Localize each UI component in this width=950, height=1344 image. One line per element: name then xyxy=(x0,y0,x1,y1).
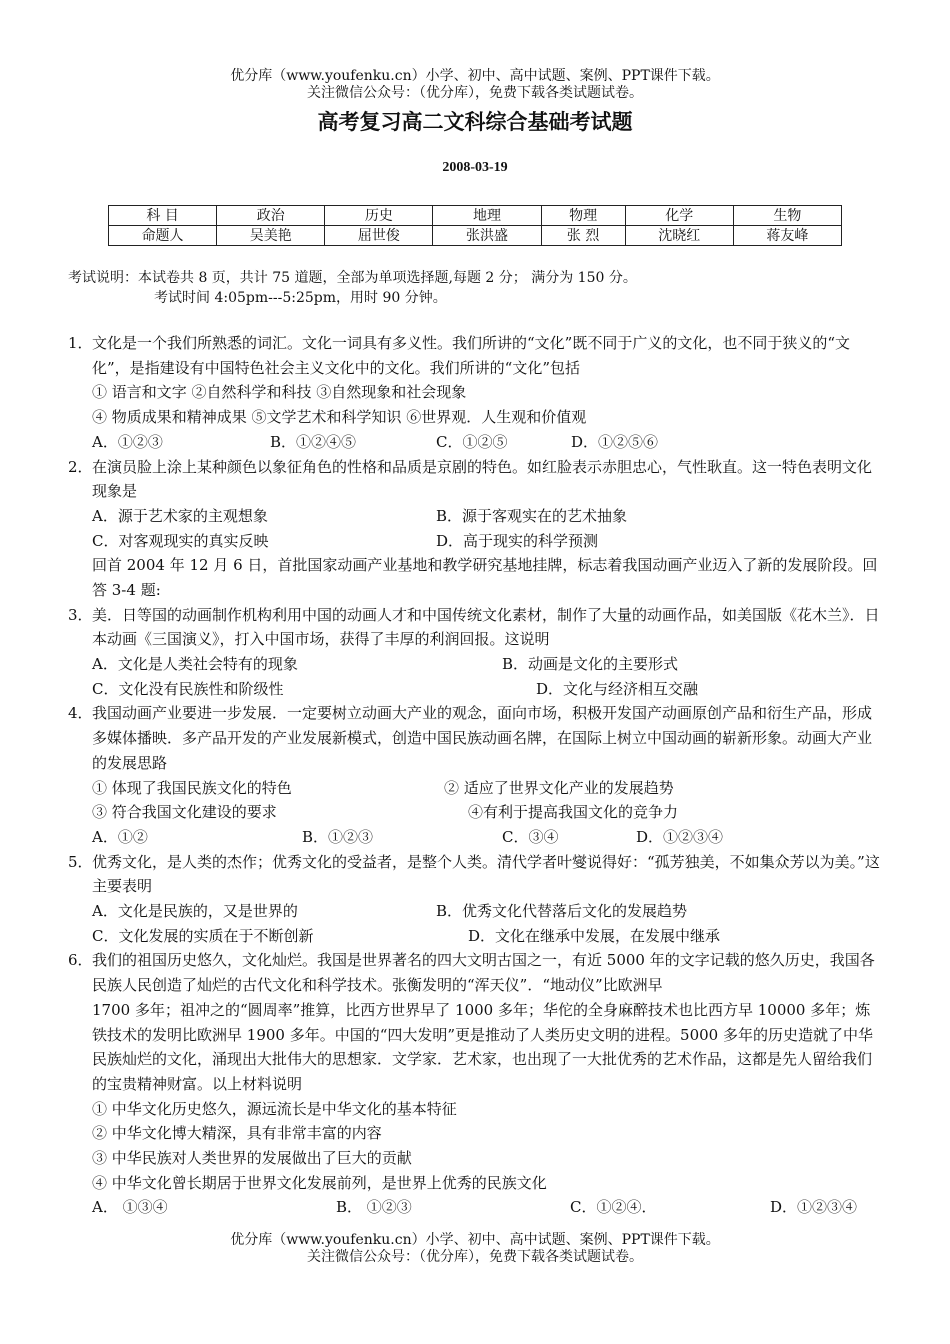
table-cell: 化学 xyxy=(625,206,733,226)
option-b: B．①②③ xyxy=(302,827,374,846)
option-a: A．①②③ xyxy=(92,432,163,451)
option-b: B． ①②③ xyxy=(336,1198,412,1217)
statement-item: ④ 物质成果和精神成果 ⑤文学艺术和科学知识 ⑥世界观．人生观和价值观 xyxy=(92,408,587,427)
statement-row xyxy=(68,776,880,801)
header-line-2: 关注微信公众号：（优分库），免费下载各类试题试卷。 xyxy=(307,85,643,101)
statement-item: ① 语言和文字 ②自然科学和科技 ③自然现象和社会现象 xyxy=(92,383,467,402)
table-cell: 科 目 xyxy=(109,206,217,226)
table-cell: 物理 xyxy=(541,206,625,226)
header-watermark xyxy=(0,68,950,102)
question-stem: 在演员脸上涂上某种颜色以象征角色的性格和品质是京剧的特色。如红脸表示赤胆忠心，气性耿直。这一特色表明文化现象是 xyxy=(92,457,873,501)
question-stem: 我国动画产业要进一步发展．一定要树立动画大产业的观念，面向市场，积极开发国产动画原创产品和衍生产品，形成多媒体播映．多产品开发的产业发展新模式，创造中国民族动画名牌，在国际上树立中国动画的崭新形象。动画大产业的发展思路 xyxy=(92,704,873,772)
option-a: A．源于艺术家的主观想象 xyxy=(92,506,268,525)
table-cell: 张洪盛 xyxy=(433,226,541,246)
option-row xyxy=(68,529,880,554)
option-row xyxy=(68,825,880,850)
staff-table xyxy=(108,205,842,246)
option-row xyxy=(68,652,880,677)
question-number: 1． xyxy=(68,334,93,352)
footer-line-2: 关注微信公众号：（优分库），免费下载各类试题试卷。 xyxy=(307,1249,643,1265)
question-1 xyxy=(68,331,880,455)
question-number: 6． xyxy=(68,951,93,970)
option-a: A．文化是人类社会特有的现象 xyxy=(92,655,298,674)
option-d: D．文化在继承中发展，在发展中继承 xyxy=(468,926,721,945)
staff-table-row-subjects xyxy=(109,206,842,226)
option-c: C．文化发展的实质在于不断创新 xyxy=(92,926,314,945)
question-3 xyxy=(68,603,880,702)
question-stem: 美．日等国的动画制作机构利用中国的动画人才和中国传统文化素材，制作了大量的动画作品，如美国版《花木兰》．日本动画《三国演义》，打入中国市场，获得了丰厚的利润回报。这说明 xyxy=(92,605,880,649)
staff-table-row-authors xyxy=(109,226,842,246)
table-cell: 地理 xyxy=(433,206,541,226)
statement-item: ④有利于提高我国文化的竞争力 xyxy=(468,803,679,822)
footer-line-1: 优分库（www.youfenku.cn）小学、初中、高中试题、案例、PPT课件下载。 xyxy=(230,1232,720,1248)
question-5 xyxy=(68,850,880,949)
footer-watermark xyxy=(0,1232,950,1266)
option-a: A．①② xyxy=(92,827,148,846)
table-cell: 蒋友峰 xyxy=(733,226,841,246)
exam-instructions xyxy=(68,268,637,308)
question-stem-continued: 1700 多年；祖冲之的“圆周率”推算，比西方世界早了 1000 多年；华佗的全身麻醉技术也比西方早 10000 多年；炼铁技术的发明比欧洲早 1900 多年。中国的“四大发明”更是推动了人类历史文明的进程。5000 多年的历史造就了中华民族灿烂的文化，涌现出大批伟大的思想家．文学家．艺术家，也出现了一大批优秀的艺术作品，这都是先人留给我们的宝贵精神财富。以上材料说明 xyxy=(92,1000,873,1093)
statement-row xyxy=(68,800,880,825)
page-title: 高考复习高二文科综合基础考试题 xyxy=(317,109,633,134)
statement-item: ① 体现了我国民族文化的特色 xyxy=(92,778,292,797)
option-b: B．源于客观实在的艺术抽象 xyxy=(436,506,628,525)
question-list xyxy=(68,331,880,1220)
table-cell: 张 烈 xyxy=(541,226,625,246)
option-row xyxy=(68,899,880,924)
statement-item: ③ 中华民族对人类世界的发展做出了巨大的贡献 xyxy=(92,1149,412,1168)
option-d: D．高于现实的科学预测 xyxy=(436,531,599,550)
option-c: C．对客观现实的真实反映 xyxy=(92,531,269,550)
question-2 xyxy=(68,455,880,554)
table-cell: 屈世俊 xyxy=(325,226,433,246)
question-number: 5． xyxy=(68,852,93,871)
table-cell: 吴美艳 xyxy=(217,226,325,246)
option-row xyxy=(68,924,880,949)
option-b: B．优秀文化代替落后文化的发展趋势 xyxy=(436,902,688,921)
option-c: C．③④ xyxy=(502,827,559,846)
question-number: 2． xyxy=(68,457,93,476)
statement-item: ④ 中华文化曾长期居于世界文化发展前列，是世界上优秀的民族文化 xyxy=(92,1173,547,1192)
exam-instructions-line-1: 考试说明：本试卷共 8 页，共计 75 道题，全部为单项选择题,每题 2 分； 满分为 150 分。 xyxy=(68,270,637,286)
question-stem: 优秀文化，是人类的杰作；优秀文化的受益者，是整个人类。清代学者叶燮说得好：“孤芳独美，不如集众芳以为美。”这主要表明 xyxy=(92,852,880,896)
statement-item: ② 适应了世界文化产业的发展趋势 xyxy=(444,778,674,797)
question-6 xyxy=(68,948,880,1220)
table-cell: 生物 xyxy=(733,206,841,226)
statement-item: ③ 符合我国文化建设的要求 xyxy=(92,803,277,822)
option-b: B．动画是文化的主要形式 xyxy=(502,655,679,674)
question-stem: 我们的祖国历史悠久，文化灿烂。我国是世界著名的四大文明古国之一，有近 5000 年的文字记载的悠久历史，我国各民族人民创造了灿烂的古代文化和科学技术。张衡发明的“浑天仪”．“地动仪”比欧洲早 xyxy=(92,951,875,995)
option-row xyxy=(68,677,880,702)
option-row xyxy=(68,504,880,529)
exam-instructions-line-2: 考试时间 4:05pm---5:25pm，用时 90 分钟。 xyxy=(154,290,447,306)
option-c: C．①②④． xyxy=(570,1198,657,1217)
option-d: D．①②③④ xyxy=(770,1198,858,1217)
passage-intro-3-4: 回首 2004 年 12 月 6 日，首批国家动画产业基地和教学研究基地挂牌，标志着我国动画产业迈入了新的发展阶段。回答 3-4 题: xyxy=(92,556,878,599)
question-stem: 文化是一个我们所熟悉的词汇。文化一词具有多义性。我们所讲的“文化”既不同于广义的文化，也不同于狭义的“文化”，是指建设有中国特色社会主义文化中的文化。我们所讲的“文化”包括 xyxy=(92,334,851,377)
question-number: 3． xyxy=(68,605,93,624)
option-d: D．文化与经济相互交融 xyxy=(536,679,699,698)
table-cell: 命题人 xyxy=(109,226,217,246)
option-row xyxy=(68,430,880,455)
table-cell: 政治 xyxy=(217,206,325,226)
option-d: D．①②⑤⑥ xyxy=(571,432,659,451)
option-row xyxy=(68,1195,880,1220)
header-line-1: 优分库（www.youfenku.cn）小学、初中、高中试题、案例、PPT课件下载。 xyxy=(230,68,720,84)
question-4 xyxy=(68,701,880,849)
statement-item: ① 中华文化历史悠久，源远流长是中华文化的基本特征 xyxy=(92,1099,457,1118)
table-cell: 沈晓红 xyxy=(625,226,733,246)
option-c: C．文化没有民族性和阶级性 xyxy=(92,679,284,698)
exam-date: 2008-03-19 xyxy=(442,160,508,175)
table-cell: 历史 xyxy=(325,206,433,226)
option-c: C．①②⑤ xyxy=(436,432,508,451)
option-b: B．①②④⑤ xyxy=(270,432,357,451)
option-a: A．文化是民族的，又是世界的 xyxy=(92,902,298,921)
option-a: A． ①③④ xyxy=(92,1198,168,1217)
option-d: D．①②③④ xyxy=(636,827,724,846)
question-number: 4． xyxy=(68,704,93,723)
statement-item: ② 中华文化博大精深，具有非常丰富的内容 xyxy=(92,1124,382,1143)
